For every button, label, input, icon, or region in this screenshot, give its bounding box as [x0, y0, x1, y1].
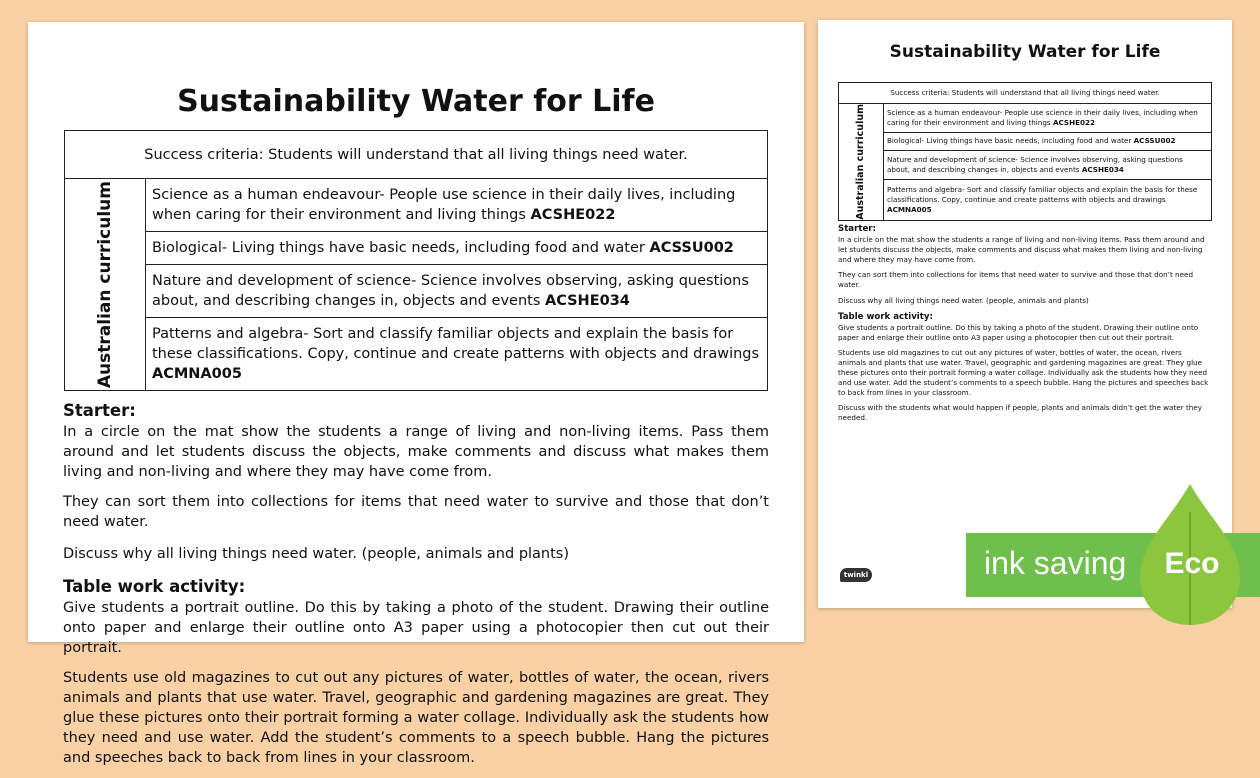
lesson-body — [838, 224, 1212, 429]
ink-saving-label: ink saving — [984, 545, 1127, 581]
curriculum-code: ACMNA005 — [887, 204, 932, 214]
curriculum-side-cell — [65, 179, 146, 391]
twinkl-logo: twinkl — [840, 568, 872, 582]
curriculum-row: Biological- Living things have basic needs, including food and water ACSSU002 — [146, 232, 768, 265]
curriculum-row: Nature and development of science- Science involves observing, asking questions about, and describing changes in, objects and events ACSHE034 — [884, 150, 1212, 179]
curriculum-table — [838, 82, 1212, 221]
curriculum-row: Nature and development of science- Science involves observing, asking questions about, and describing changes in, objects and events ACSHE034 — [146, 265, 768, 318]
curriculum-row: Patterns and algebra- Sort and classify familiar objects and explain the basis for these classifications. Copy, continue and create patterns with objects and drawings ACMNA005 — [146, 318, 768, 391]
starter-heading: Starter: — [838, 224, 876, 234]
curriculum-row: Science as a human endeavour- People use science in their daily lives, including when caring for their environment and living things ACSHE022 — [146, 179, 768, 232]
curriculum-label: Australian curriculum — [855, 104, 866, 220]
curriculum-row: Patterns and algebra- Sort and classify familiar objects and explain the basis for these classifications. Copy, continue and create patterns with objects and drawings ACMNA005 — [884, 179, 1212, 220]
starter-paragraph: In a circle on the mat show the students a range of living and non-living items. Pass them around and let students discuss the objects, make comments and discuss what makes them living and non-living and where they may have come from. — [63, 424, 769, 480]
success-criteria: Success criteria: Students will understand that all living things need water. — [839, 83, 1212, 104]
table-work-paragraph: Students use old magazines to cut out any pictures of water, bottles of water, the ocean, rivers animals and plants that use water. Travel, geographic and gardening magazines are great. They glue these pictures onto their portrait forming a water collage. Individually ask the students how they need and use water. Add the student’s comments to a speech bubble. Hang the pictures and speeches back to back from lines in your classroom. — [63, 670, 769, 766]
page-title: Sustainability Water for Life — [177, 84, 655, 119]
success-criteria: Success criteria: Students will understand that all living things need water. — [65, 131, 768, 179]
table-work-paragraph: Students use old magazines to cut out any pictures of water, bottles of water, the ocean, rivers animals and plants that use water. Travel, geographic and gardening magazines are great. They glue these pictures onto their portrait forming a water collage. Individually ask the students how they need and use water. Add the student’s comments to a speech bubble. Hang the pictures and speeches back to back from lines in your classroom. — [838, 348, 1209, 397]
curriculum-row: Biological- Living things have basic needs, including food and water ACSSU002 — [884, 133, 1212, 151]
curriculum-table — [64, 130, 768, 391]
page-title: Sustainability Water for Life — [889, 42, 1161, 62]
worksheet-page-large — [28, 22, 804, 766]
table-work-paragraph: Give students a portrait outline. Do this by taking a photo of the student. Drawing their outline onto paper and enlarge their outline onto A3 paper using a photocopier then cut out their portrait. — [838, 322, 1199, 342]
curriculum-side-cell — [839, 104, 884, 221]
curriculum-code: ACSSU002 — [1133, 136, 1176, 146]
starter-heading: Starter: — [63, 401, 136, 420]
curriculum-label: Australian curriculum — [95, 180, 115, 389]
curriculum-code: ACSHE022 — [1052, 118, 1096, 128]
starter-paragraph: They can sort them into collections for items that need water to survive and those that don’t need water. — [63, 494, 769, 530]
table-work-paragraph: Give students a portrait outline. Do this by taking a photo of the student. Drawing their outline onto paper and enlarge their outline onto A3 paper using a photocopier then cut out their portrait. — [63, 600, 769, 656]
starter-paragraph: They can sort them into collections for items that need water to survive and those that don’t need water. — [838, 270, 1194, 290]
curriculum-code: ACSSU002 — [649, 240, 734, 256]
curriculum-code: ACMNA005 — [152, 366, 242, 382]
curriculum-code: ACSHE022 — [530, 207, 616, 223]
curriculum-code: ACSHE034 — [544, 293, 630, 309]
table-work-paragraph: Discuss with the students what would happen if people, plants and animals didn’t get the water they needed. — [838, 403, 1202, 423]
starter-paragraph: Discuss why all living things need water. (people, animals and plants) — [63, 546, 570, 562]
table-work-heading: Table work activity: — [63, 577, 246, 596]
curriculum-row: Science as a human endeavour- People use science in their daily lives, including when caring for their environment and living things ACSHE022 — [884, 104, 1212, 133]
table-work-heading: Table work activity: — [838, 311, 933, 322]
starter-paragraph: Discuss why all living things need water. (people, animals and plants) — [838, 295, 1089, 305]
eco-label: Eco — [1164, 547, 1220, 580]
curriculum-code: ACSHE034 — [1081, 164, 1124, 174]
lesson-body — [63, 400, 769, 778]
starter-paragraph: In a circle on the mat show the students a range of living and non-living items. Pass them around and let students discuss the objects, make comments and discuss what makes them living and non-living and where they may have come from. — [838, 235, 1205, 264]
